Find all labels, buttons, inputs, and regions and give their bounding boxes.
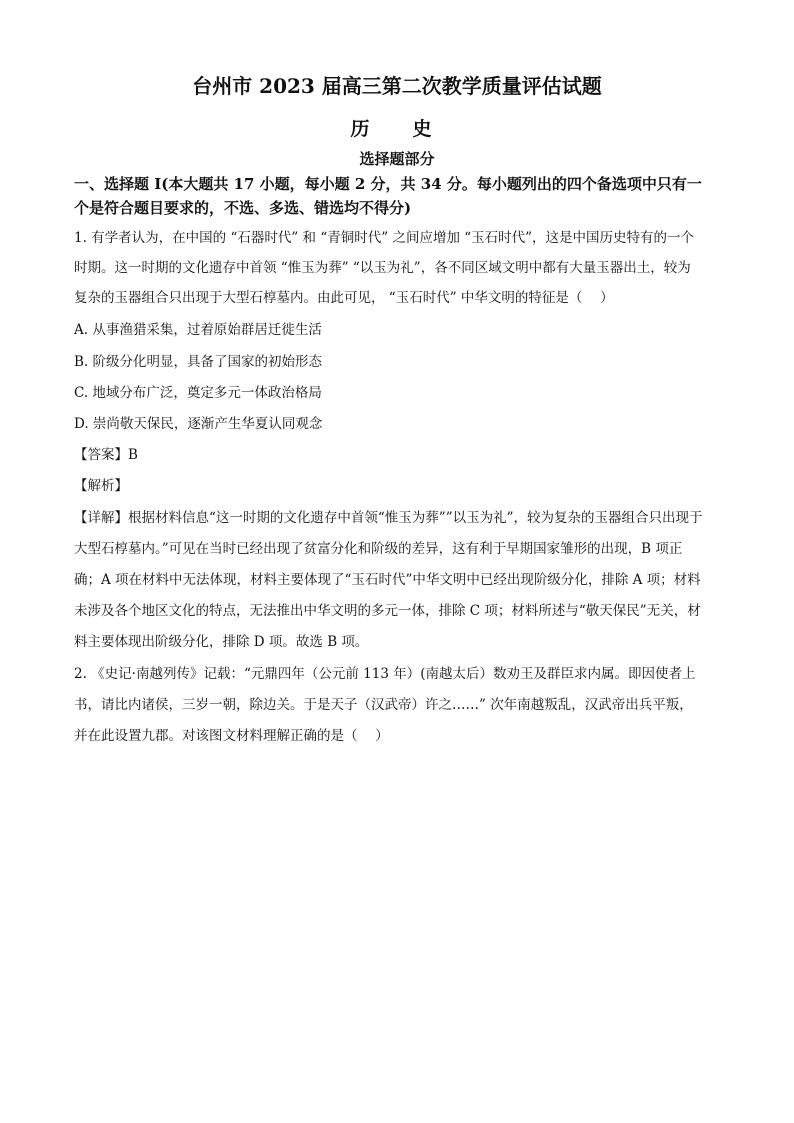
section-line-1: 一、选择题 I(本大题共 17 小题，每小题 2 分，共 34 分。每小题列出的四个备选项中只有一: [74, 175, 702, 193]
q1-analysis-label: 【解析】: [74, 478, 128, 494]
q2-stem-line-1: 2. 《史记·南越列传》记载：“元鼎四年（公元前 113 年）(南越太后）数劝王及群臣求内属。即因使者上: [74, 666, 696, 682]
subject-title: 历 史: [350, 118, 444, 140]
part-heading: 选择题部分: [359, 150, 435, 168]
section-instructions: [74, 172, 734, 220]
q1-stem-line-3: 复杂的玉器组合只出现于大型石椁墓内。由此可见， “玉石时代” 中华文明的特征是（ ）: [74, 290, 614, 306]
q1-stem-line-2: 时期。这一时期的文化遗存中首领 “惟玉为葬” “以玉为礼”，各不同区域文明中都有大量玉器出土，较为: [74, 260, 691, 276]
q2-stem-line-3: 并在此设置九郡。对该图文材料理解正确的是（ ）: [74, 728, 389, 744]
q1-option-d: D. 崇尚敬天保民，逐渐产生华夏认同观念: [74, 416, 323, 432]
q1-detail-line-1: 【详解】根据材料信息“这一时期的文化遗存中首领“惟玉为葬””以玉为礼”，较为复杂的玉器组合只出现于: [74, 510, 703, 526]
q1-stem-line-1: 1. 有学者认为，在中国的 “石器时代” 和 “青铜时代” 之间应增加 “玉石时代”，这是中国历史特有的一个: [74, 230, 695, 246]
q1-answer: 【答案】B: [74, 447, 138, 463]
q1-option-a: A. 从事渔猎采集，过着原始群居迁徙生活: [74, 322, 322, 338]
q1-detail-line-3: 确；A 项在材料中无法体现，材料主要体现了“玉石时代”中华文明中已经出现阶级分化，排除 A 项；材料: [74, 572, 701, 588]
section-line-2: 个是符合题目要求的，不选、多选、错选均不得分): [74, 199, 412, 217]
q1-option-b: B. 阶级分化明显，具备了国家的初始形态: [74, 354, 323, 370]
q1-option-c: C. 地域分布广泛，奠定多元一体政治格局: [74, 385, 322, 401]
q1-detail-line-2: 大型石椁墓内。”可见在当时已经出现了贫富分化和阶级的差异，这有利于早期国家雏形的出现，B 项正: [74, 541, 683, 557]
q2-stem-line-2: 书，请比内诸侯，三岁一朝，除边关。于是天子（汉武帝）许之……” 次年南越叛乱，汉武帝出兵平叛，: [74, 697, 693, 713]
exam-title: 台州市 2023 届高三第二次教学质量评估试题: [192, 74, 602, 98]
q1-detail-line-5: 料主要体现出阶级分化，排除 D 项。故选 B 项。: [74, 634, 369, 650]
q1-detail-line-4: 未涉及各个地区文化的特点，无法推出中华文明的多元一体，排除 C 项；材料所述与“敬天保民”无关，材: [74, 603, 701, 619]
